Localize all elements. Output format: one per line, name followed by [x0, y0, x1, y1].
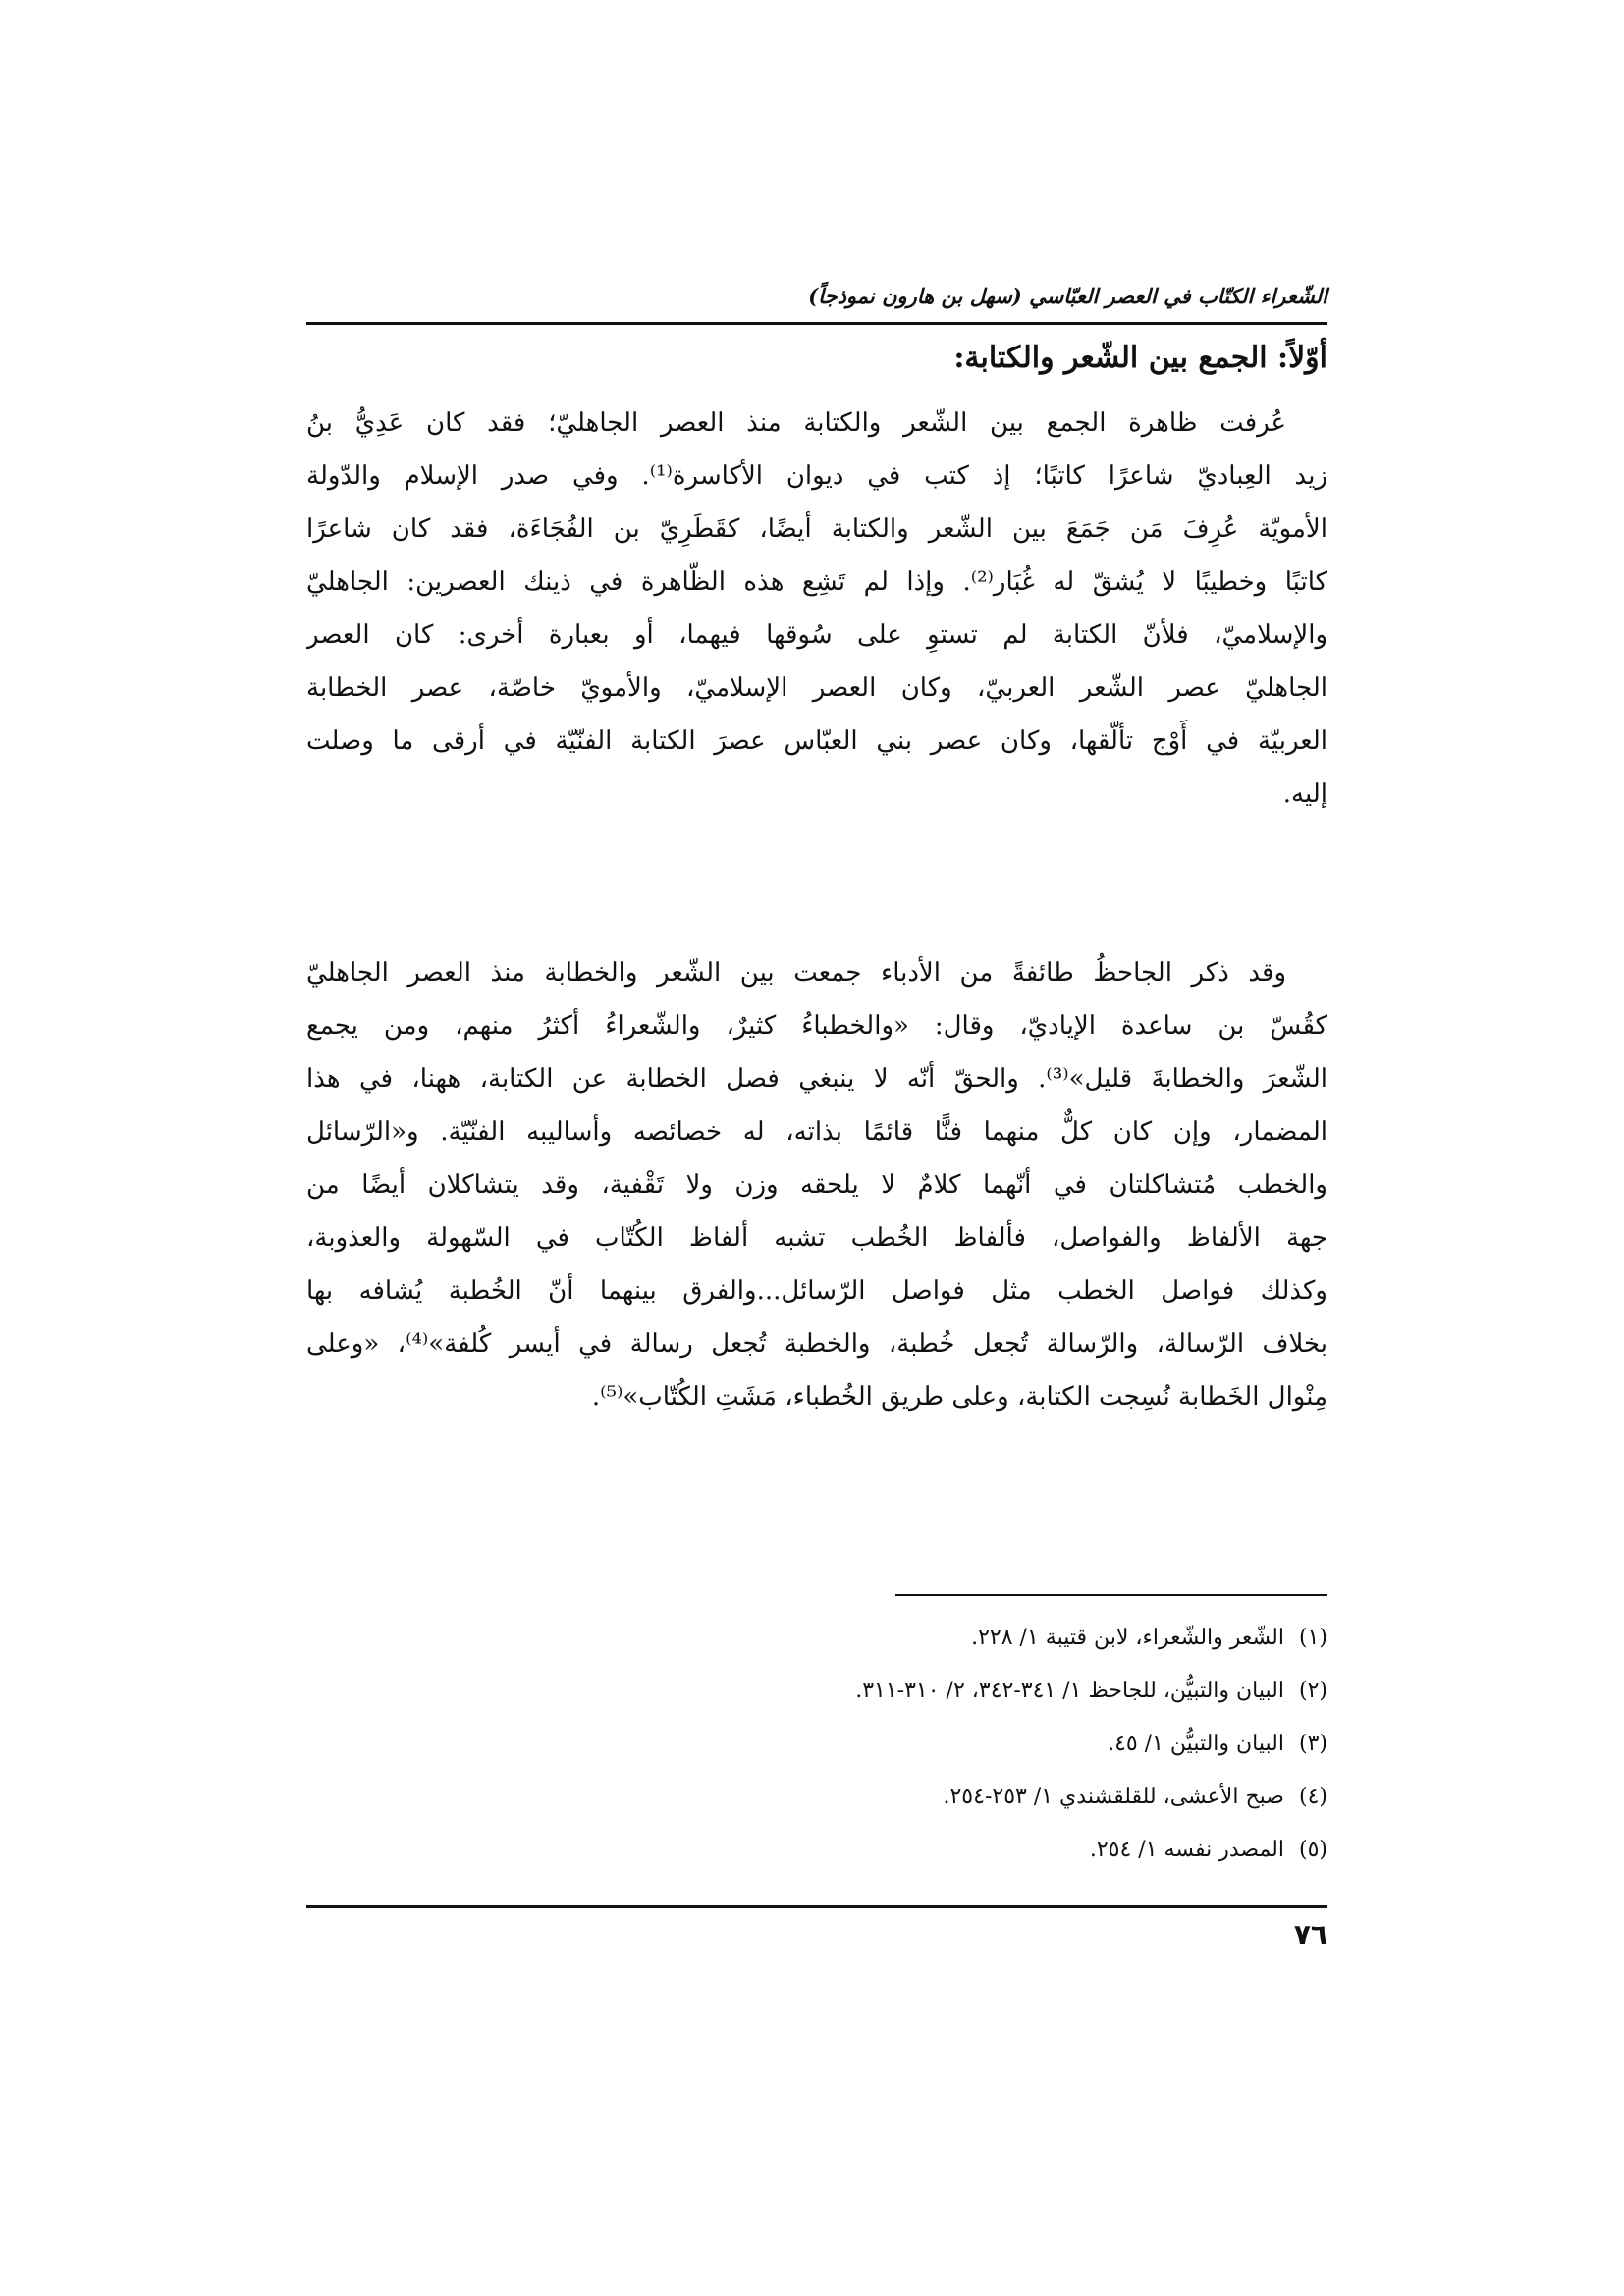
paragraph-line: إليه. — [1282, 779, 1327, 809]
paragraph-line: والإسلاميّ، فلأنّ الكتابة لم تستوِ على سُوقها فيهما، أو بعبارة أخرى: كان العصر — [306, 620, 1327, 650]
paragraph-line: كاتبًا وخطيبًا لا يُشقّ له غُبَار⁽²⁾. وإذا لم تَشِع هذه الظّاهرة في ذينك العصرين: الجاهليّ — [306, 567, 1327, 597]
paragraph-line: جهة الألفاظ والفواصل، فألفاظ الخُطب تشبه ألفاظ الكُتّاب في السّهولة والعذوبة، — [306, 1223, 1327, 1253]
footer-rule — [306, 1905, 1327, 1908]
footnote-separator — [895, 1594, 1327, 1596]
book-page — [306, 275, 1327, 2042]
page-number: ٧٦ — [1293, 1918, 1327, 1950]
paragraph-line: الجاهليّ عصر الشّعر العربيّ، وكان العصر الإسلاميّ، والأمويّ خاصّة، عصر الخطابة — [306, 673, 1327, 703]
footnote-number: (٢) — [1298, 1679, 1327, 1703]
footnote-number: (١) — [1298, 1626, 1327, 1650]
paragraph-line: بخلاف الرّسالة، والرّسالة تُجعل خُطبة، والخطبة تُجعل رسالة في أيسر كُلفة»⁽⁴⁾، «وعلى — [306, 1329, 1327, 1359]
paragraph-line: وكذلك فواصل الخطب مثل فواصل الرّسائل...والفرق بينهما أنّ الخُطبة يُشافه بها — [306, 1276, 1327, 1306]
footnote-item — [306, 1665, 1327, 1718]
footnote-item — [306, 1612, 1327, 1665]
footnote-number: (٥) — [1298, 1838, 1327, 1862]
paragraph-line: كقُسّ بن ساعدة الإياديّ، وقال: «والخطباءُ كثيرٌ، والشّعراءُ أكثرُ منهم، ومن يجمع — [306, 1011, 1327, 1041]
paragraph-line: مِنْوال الخَطابة نُسِجت الكتابة، وعلى طريق الخُطباء، مَشَتِ الكُتّاب»⁽⁵⁾. — [591, 1382, 1327, 1412]
paragraph-line: المضمار، وإن كان كلٌّ منهما فنًّا قائمًا بذاته، له خصائصه وأساليبه الفنّيّة. و«الرّسائل — [306, 1117, 1327, 1147]
footnote-number: (٣) — [1298, 1732, 1327, 1756]
footnote-text: صبح الأعشى، للقلقشندي ١/ ٢٥٣-٢٥٤. — [943, 1785, 1284, 1809]
paragraph-line: العربيّة في أَوْج تألّقها، وكان عصر بني العبّاس عصرَ الكتابة الفنّيّة في أرقى ما وصلت — [306, 726, 1327, 756]
paragraph-line: عُرفت ظاهرة الجمع بين الشّعر والكتابة منذ العصر الجاهليّ؛ فقد كان عَدِيُّ بنُ — [306, 408, 1286, 438]
paragraph-line: زيد العِباديّ شاعرًا كاتبًا؛ إذ كتب في ديوان الأكاسرة⁽¹⁾. وفي صدر الإسلام والدّولة — [306, 461, 1327, 491]
footnote-text: البيان والتبيُّن، للجاحظ ١/ ٣٤١-٣٤٢، ٢/ ٣١٠-٣١١. — [855, 1679, 1284, 1703]
paragraph-line: الشّعرَ والخطابةَ قليل»⁽³⁾. والحقّ أنّه لا ينبغي فصل الخطابة عن الكتابة، ههنا، في هذا — [306, 1064, 1327, 1094]
footnote-text: المصدر نفسه ١/ ٢٥٤. — [1089, 1838, 1284, 1862]
footnote-item — [306, 1824, 1327, 1877]
footnote-text: الشّعر والشّعراء، لابن قتيبة ١/ ٢٢٨. — [971, 1626, 1284, 1650]
footnote-item — [306, 1718, 1327, 1771]
paragraph-line: الأمويّة عُرِفَ مَن جَمَعَ بين الشّعر والكتابة أيضًا، كقَطَرِيّ بن الفُجَاءَة، فقد كان شاعرًا — [306, 514, 1327, 544]
footnote-text: البيان والتبيُّن ١/ ٤٥. — [1108, 1732, 1284, 1756]
section-heading: أوّلاً: الجمع بين الشّعر والكتابة: — [953, 341, 1327, 375]
footnote-item — [306, 1771, 1327, 1824]
footnotes-list — [306, 1612, 1327, 1877]
paragraph-2 — [306, 946, 1327, 1423]
paragraph-line: والخطب مُتشاكلتان في أنّهما كلامٌ لا يلحقه وزن ولا تَقْفية، وقد يتشاكلان أيضًا من — [306, 1170, 1327, 1200]
header-rule — [306, 322, 1327, 325]
paragraph-1 — [306, 397, 1327, 821]
footnote-number: (٤) — [1298, 1785, 1327, 1809]
paragraph-line: وقد ذكر الجاحظُ طائفةً من الأدباء جمعت بين الشّعر والخطابة منذ العصر الجاهليّ — [306, 958, 1286, 988]
running-header: الشّعراء الكتّاب في العصر العبّاسي (سهل بن هارون نموذجاً) — [808, 284, 1327, 308]
